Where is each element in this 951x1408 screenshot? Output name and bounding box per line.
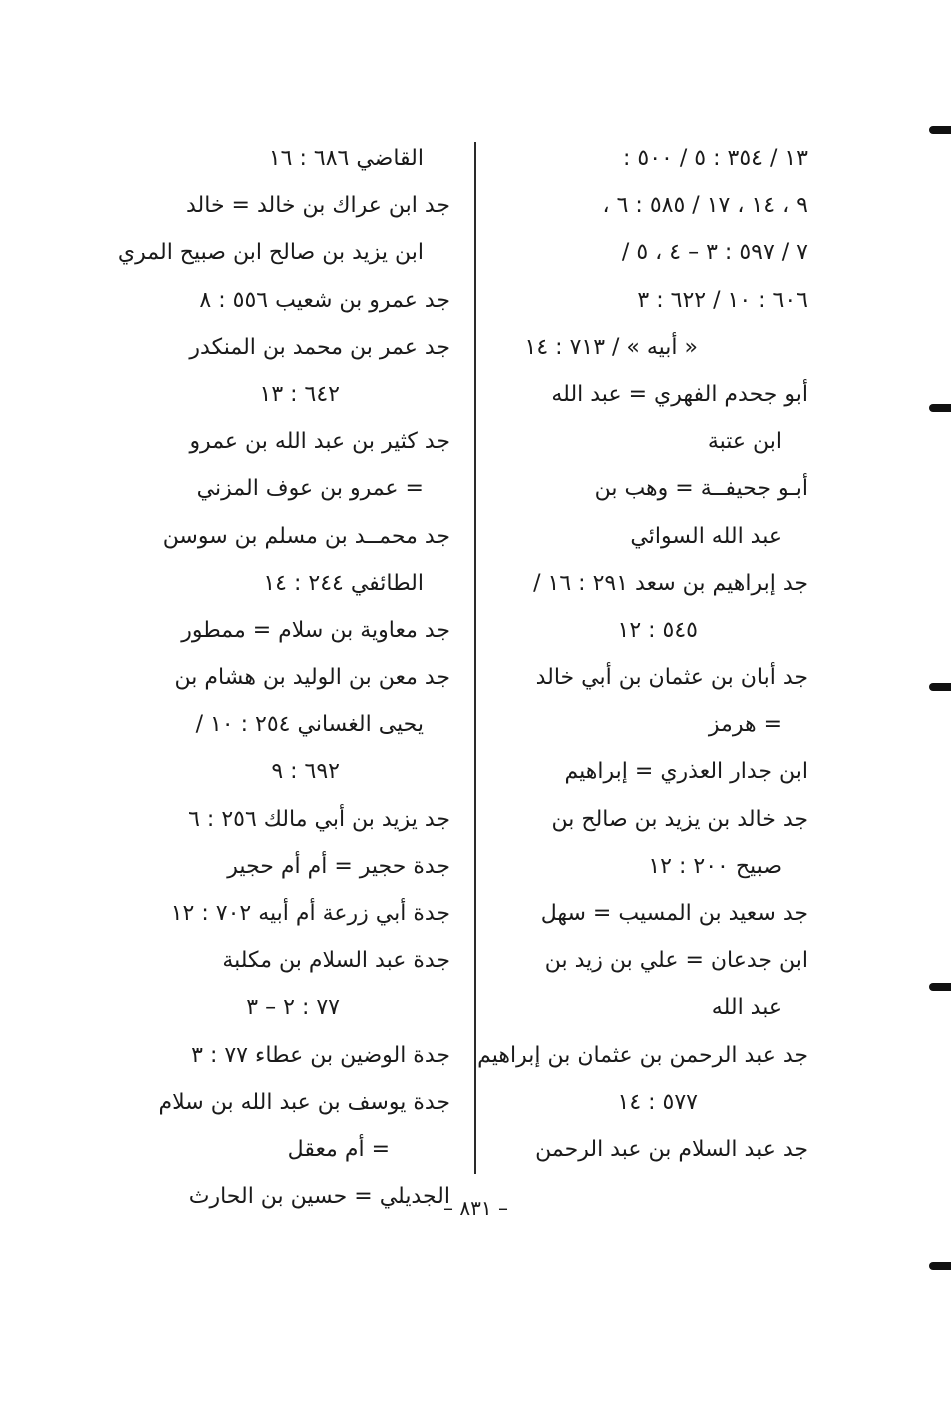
left-line-22: = أم معقل [287,1136,390,1162]
edge-mark [929,1262,951,1270]
column-divider [474,142,476,1174]
right-line-21: ٥٧٧ : ١٤ [617,1089,698,1115]
left-line-4: جد عمرو بن شعيب ٥٥٦ : ٨ [199,287,450,313]
left-column [117,135,450,1220]
right-line-14: ابن جدار العذري = إبراهيم [564,759,808,785]
edge-mark [929,983,951,991]
left-line-7: جد كثير بن عبد الله بن عمرو [189,429,450,455]
edge-mark [929,683,951,691]
right-line-16: صبيح ٢٠٠ : ١٢ [648,853,782,879]
right-line-10: جد إبراهيم بن سعد ٢٩١ : ١٦ / [533,570,808,596]
right-line-18: ابن جدعان = علي بن زيد بن [544,948,808,974]
right-line-20: جد عبد الرحمن بن عثمان بن إبراهيم [477,1042,808,1068]
right-line-9: عبد الله السوائي [630,523,782,549]
left-line-19: ٧٧ : ٢ – ٣ [246,995,340,1021]
left-line-17: جدة أبي زرعة أم أبيه ٧٠٢ : ١٢ [170,901,450,926]
left-line-8: = عمرو بن عوف المزني [196,476,424,502]
right-line-5: « أبيه » / ٧١٣ : ١٤ [524,334,698,360]
right-line-4: ٦٠٦ : ١٠ / ٦٢٢ : ٣ [637,287,808,313]
right-line-15: جد خالد بن يزيد بن صالح بن [551,806,808,832]
left-line-14: ٦٩٢ : ٩ [271,759,340,785]
right-line-2: ٩ ، ١٤ ، ١٧ / ٥٨٥ : ٦ ، [602,193,808,219]
left-line-9: جد محمــد بن مسلم بن سوسن [162,523,450,549]
right-line-6: أبو جحدم الفهري = عبد الله [551,381,808,407]
left-line-21: جدة يوسف بن عبد الله بن سلام [158,1089,450,1115]
right-line-22: جد عبد السلام بن عبد الرحمن [535,1136,808,1162]
right-line-1: ١٣ / ٣٥٤ : ٥ / ٥٠٠ : [623,146,808,171]
left-line-23: الجديلي = حسين بن الحارث [188,1184,450,1210]
right-line-19: عبد الله [711,995,782,1021]
right-line-7: ابن عتبة [707,429,782,455]
left-line-15: جد يزيد بن أبي مالك ٢٥٦ : ٦ [188,806,450,832]
right-column [478,135,808,1173]
left-line-20: جدة الوضين بن عطاء ٧٧ : ٣ [191,1042,450,1068]
left-line-18: جدة عبد السلام بن مكلبة [222,948,450,974]
edge-mark [929,404,951,412]
edge-mark [929,126,951,134]
right-line-13: = هرمز [708,712,782,738]
right-line-17: جد سعيد بن المسيب = سهل [540,901,808,926]
left-line-6: ٦٤٢ : ١٣ [259,381,340,407]
right-line-8: أبـو جحيفــة = وهب بن [594,476,808,502]
left-line-16: جدة حجير = أم أم حجير [227,853,450,879]
page-number: – ٨٣١ – [443,1196,508,1220]
left-line-10: الطائفي ٢٤٤ : ١٤ [263,570,424,596]
left-line-12: جد معن بن الوليد بن هشام بن [174,665,450,691]
left-line-3: ابن يزيد بن صالح ابن صبيح المري [117,240,424,266]
left-line-11: جد معاوية بن سلام = ممطور [181,617,450,643]
left-line-1: القاضي ٦٨٦ : ١٦ [268,146,424,171]
left-line-5: جد عمر بن محمد بن المنكدر [189,334,450,360]
left-line-13: يحيى الغساني ٢٥٤ : ١٠ / [195,712,424,738]
right-line-11: ٥٤٥ : ١٢ [617,617,698,643]
right-line-3: ٧ / ٥٩٧ : ٣ – ٤ ، ٥ / [621,240,808,266]
right-line-12: جد أبان بن عثمان بن أبي خالد [535,665,808,691]
left-line-2: جد ابن عراك بن خالد = خالد [185,193,450,219]
